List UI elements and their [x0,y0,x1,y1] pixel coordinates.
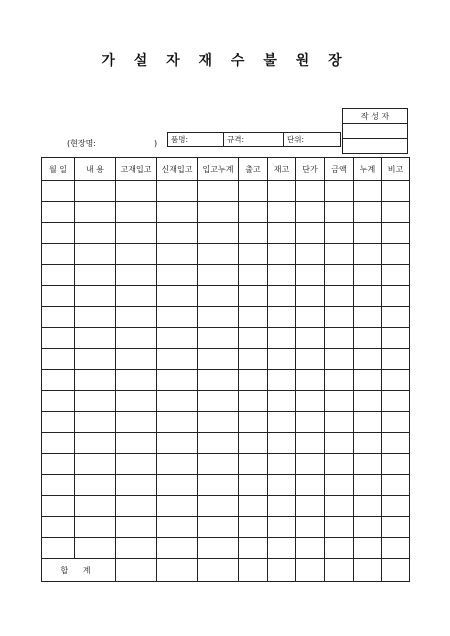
col-header-running-total: 누계 [354,158,382,181]
table-cell[interactable] [157,370,198,391]
table-cell[interactable] [116,307,157,328]
site-name-label: (현장명: [67,139,97,148]
table-cell[interactable] [75,433,116,454]
table-cell[interactable] [75,538,116,559]
table-row [42,496,410,517]
table-cell[interactable] [268,202,296,223]
site-name-field [67,138,157,149]
table-cell[interactable] [354,307,382,328]
table-cell[interactable] [157,307,198,328]
table-cell[interactable] [382,412,410,433]
table-cell[interactable] [268,412,296,433]
table-cell[interactable] [116,223,157,244]
table-cell[interactable] [296,349,325,370]
table-cell[interactable] [296,433,325,454]
table-cell[interactable] [354,286,382,307]
table-cell[interactable] [42,412,75,433]
table-row [42,391,410,412]
table-cell[interactable] [325,475,354,496]
table-cell[interactable] [382,223,410,244]
table-cell[interactable] [268,328,296,349]
table-cell[interactable] [198,496,239,517]
table-row [42,328,410,349]
table-cell[interactable] [198,517,239,538]
table-cell[interactable] [75,181,116,202]
table-cell[interactable] [382,265,410,286]
table-cell[interactable] [116,328,157,349]
table-cell[interactable] [157,412,198,433]
ledger-body [42,181,410,559]
table-cell[interactable] [198,223,239,244]
table-cell[interactable] [116,538,157,559]
site-name-close: ) [154,139,158,148]
table-cell[interactable] [354,349,382,370]
table-cell[interactable] [296,538,325,559]
table-row [42,349,410,370]
table-cell[interactable] [325,202,354,223]
table-cell[interactable] [198,328,239,349]
col-header-amount: 금액 [325,158,354,181]
table-cell[interactable] [382,538,410,559]
table-cell[interactable] [42,307,75,328]
table-cell[interactable] [42,286,75,307]
table-cell[interactable] [268,391,296,412]
col-header-new-stock-in: 신재입고 [157,158,198,181]
table-cell[interactable] [296,223,325,244]
table-cell[interactable] [157,286,198,307]
col-header-description: 내 용 [75,158,116,181]
table-row [42,433,410,454]
table-cell[interactable] [42,475,75,496]
table-cell[interactable] [325,265,354,286]
table-cell[interactable] [268,349,296,370]
document-title: 가 설 자 재 수 불 원 장 [101,53,349,69]
table-cell[interactable] [296,265,325,286]
table-cell[interactable] [198,433,239,454]
table-cell[interactable] [116,349,157,370]
table-cell[interactable] [239,412,268,433]
table-cell[interactable] [325,517,354,538]
table-cell[interactable] [296,412,325,433]
table-cell[interactable] [75,370,116,391]
table-cell[interactable] [198,307,239,328]
table-cell[interactable] [239,454,268,475]
table-cell[interactable] [116,496,157,517]
table-cell[interactable] [198,412,239,433]
table-cell[interactable] [382,328,410,349]
table-cell[interactable] [239,328,268,349]
table-cell[interactable] [354,412,382,433]
table-cell[interactable] [354,454,382,475]
table-cell[interactable] [268,286,296,307]
table-cell[interactable] [157,244,198,265]
table-cell[interactable] [354,496,382,517]
table-row [42,517,410,538]
table-cell[interactable] [296,517,325,538]
total-cell[interactable] [239,559,268,582]
item-info-table [167,132,341,147]
table-cell[interactable] [239,307,268,328]
table-cell[interactable] [42,244,75,265]
table-cell[interactable] [325,286,354,307]
table-cell[interactable] [239,433,268,454]
table-cell[interactable] [157,265,198,286]
table-cell[interactable] [75,412,116,433]
table-cell[interactable] [239,181,268,202]
table-cell[interactable] [157,391,198,412]
col-header-stock-in-total: 입고누계 [198,158,239,181]
table-cell[interactable] [157,538,198,559]
table-cell[interactable] [157,433,198,454]
table-row [42,475,410,496]
table-cell[interactable] [116,412,157,433]
table-cell[interactable] [75,328,116,349]
table-row [42,286,410,307]
table-cell[interactable] [268,454,296,475]
table-cell[interactable] [198,391,239,412]
author-sign-cell-2[interactable] [343,139,408,154]
table-cell[interactable] [157,349,198,370]
table-cell[interactable] [42,328,75,349]
total-cell[interactable] [296,559,325,582]
table-cell[interactable] [75,286,116,307]
col-header-used-stock-in: 고재입고 [116,158,157,181]
table-cell[interactable] [198,202,239,223]
table-cell[interactable] [75,223,116,244]
table-cell[interactable] [198,454,239,475]
table-cell[interactable] [325,328,354,349]
table-cell[interactable] [42,538,75,559]
table-cell[interactable] [354,433,382,454]
table-cell[interactable] [382,517,410,538]
col-header-remarks: 비고 [382,158,410,181]
table-cell[interactable] [296,286,325,307]
table-cell[interactable] [75,391,116,412]
table-cell[interactable] [239,517,268,538]
table-cell[interactable] [116,454,157,475]
table-cell[interactable] [268,433,296,454]
table-cell[interactable] [268,496,296,517]
table-cell[interactable] [42,181,75,202]
table-cell[interactable] [116,433,157,454]
table-cell[interactable] [268,475,296,496]
table-row [42,454,410,475]
table-cell[interactable] [116,244,157,265]
table-cell[interactable] [268,181,296,202]
table-cell[interactable] [42,496,75,517]
table-cell[interactable] [239,538,268,559]
table-cell[interactable] [116,370,157,391]
table-cell[interactable] [198,265,239,286]
table-cell[interactable] [354,223,382,244]
table-cell[interactable] [157,223,198,244]
table-cell[interactable] [296,244,325,265]
table-cell[interactable] [354,538,382,559]
table-cell[interactable] [42,454,75,475]
table-cell[interactable] [116,265,157,286]
table-cell[interactable] [75,496,116,517]
table-cell[interactable] [354,328,382,349]
table-cell[interactable] [382,349,410,370]
table-cell[interactable] [354,265,382,286]
table-cell[interactable] [42,517,75,538]
table-cell[interactable] [325,223,354,244]
table-cell[interactable] [354,517,382,538]
table-cell[interactable] [268,307,296,328]
author-label: 작 성 자 [343,109,408,124]
table-cell[interactable] [382,391,410,412]
table-cell[interactable] [382,475,410,496]
table-cell[interactable] [239,475,268,496]
table-cell[interactable] [268,517,296,538]
table-cell[interactable] [75,202,116,223]
table-cell[interactable] [42,202,75,223]
item-name-field[interactable]: 품명: [168,133,224,147]
col-header-inventory: 재고 [268,158,296,181]
table-cell[interactable] [198,370,239,391]
table-cell[interactable] [268,370,296,391]
table-cell[interactable] [382,307,410,328]
table-cell[interactable] [75,265,116,286]
table-cell[interactable] [239,244,268,265]
table-cell[interactable] [239,391,268,412]
table-cell[interactable] [239,265,268,286]
table-cell[interactable] [42,433,75,454]
author-signature-box [342,108,408,154]
table-cell[interactable] [116,391,157,412]
table-cell[interactable] [198,286,239,307]
table-cell[interactable] [157,475,198,496]
table-cell[interactable] [198,475,239,496]
table-cell[interactable] [296,475,325,496]
table-cell[interactable] [75,244,116,265]
table-cell[interactable] [239,202,268,223]
table-cell[interactable] [382,496,410,517]
table-cell[interactable] [116,286,157,307]
table-cell[interactable] [325,307,354,328]
col-header-unit-price: 단가 [296,158,325,181]
total-cell[interactable] [382,559,410,582]
table-cell[interactable] [296,370,325,391]
table-cell[interactable] [296,496,325,517]
table-cell[interactable] [325,454,354,475]
total-cell[interactable] [268,559,296,582]
table-cell[interactable] [354,370,382,391]
table-row [42,181,410,202]
total-cell[interactable] [325,559,354,582]
table-cell[interactable] [325,391,354,412]
table-cell[interactable] [382,433,410,454]
table-cell[interactable] [382,454,410,475]
table-cell[interactable] [354,244,382,265]
table-cell[interactable] [325,496,354,517]
table-cell[interactable] [268,538,296,559]
table-cell[interactable] [42,349,75,370]
table-cell[interactable] [268,265,296,286]
table-cell[interactable] [116,181,157,202]
table-cell[interactable] [75,475,116,496]
table-cell[interactable] [75,517,116,538]
table-cell[interactable] [42,265,75,286]
table-cell[interactable] [42,391,75,412]
table-cell[interactable] [354,202,382,223]
table-cell[interactable] [296,202,325,223]
total-cell[interactable] [198,559,239,582]
table-cell[interactable] [116,202,157,223]
table-cell[interactable] [325,412,354,433]
table-cell[interactable] [382,181,410,202]
col-header-stock-out: 출고 [239,158,268,181]
table-cell[interactable] [382,286,410,307]
item-unit-field[interactable]: 단위: [284,133,341,147]
ledger-total-row [42,559,410,582]
author-sign-cell[interactable] [343,124,408,139]
table-cell[interactable] [239,223,268,244]
table-cell[interactable] [157,454,198,475]
table-cell[interactable] [354,391,382,412]
table-cell[interactable] [382,244,410,265]
table-cell[interactable] [42,223,75,244]
table-cell[interactable] [325,538,354,559]
table-cell[interactable] [198,349,239,370]
table-cell[interactable] [239,349,268,370]
table-cell[interactable] [239,496,268,517]
table-row [42,202,410,223]
total-cell[interactable] [157,559,198,582]
table-cell[interactable] [157,517,198,538]
table-cell[interactable] [325,433,354,454]
total-cell[interactable] [116,559,157,582]
table-cell[interactable] [42,370,75,391]
ledger-header-row [42,158,410,181]
table-cell[interactable] [325,349,354,370]
table-cell[interactable] [296,307,325,328]
ledger-table [41,157,410,582]
total-cell[interactable] [354,559,382,582]
table-row [42,265,410,286]
table-cell[interactable] [75,307,116,328]
table-cell[interactable] [296,181,325,202]
table-cell[interactable] [198,181,239,202]
table-cell[interactable] [116,475,157,496]
table-cell[interactable] [268,223,296,244]
table-cell[interactable] [157,328,198,349]
table-cell[interactable] [296,391,325,412]
table-cell[interactable] [325,244,354,265]
table-cell[interactable] [157,181,198,202]
table-cell[interactable] [116,517,157,538]
table-cell[interactable] [198,538,239,559]
table-row [42,370,410,391]
table-row [42,412,410,433]
table-cell[interactable] [354,181,382,202]
table-row [42,538,410,559]
table-cell[interactable] [157,202,198,223]
table-cell[interactable] [239,370,268,391]
table-cell[interactable] [382,202,410,223]
table-row [42,223,410,244]
total-label: 합 계 [42,559,116,582]
table-cell[interactable] [325,181,354,202]
table-cell[interactable] [354,475,382,496]
table-row [42,307,410,328]
table-cell[interactable] [157,496,198,517]
table-cell[interactable] [268,244,296,265]
table-cell[interactable] [75,454,116,475]
item-spec-field[interactable]: 규격: [224,133,284,147]
col-header-date: 월 일 [42,158,75,181]
table-cell[interactable] [239,286,268,307]
table-cell[interactable] [325,370,354,391]
table-cell[interactable] [296,454,325,475]
table-cell[interactable] [198,244,239,265]
table-cell[interactable] [75,349,116,370]
table-cell[interactable] [382,370,410,391]
table-row [42,244,410,265]
table-cell[interactable] [296,328,325,349]
